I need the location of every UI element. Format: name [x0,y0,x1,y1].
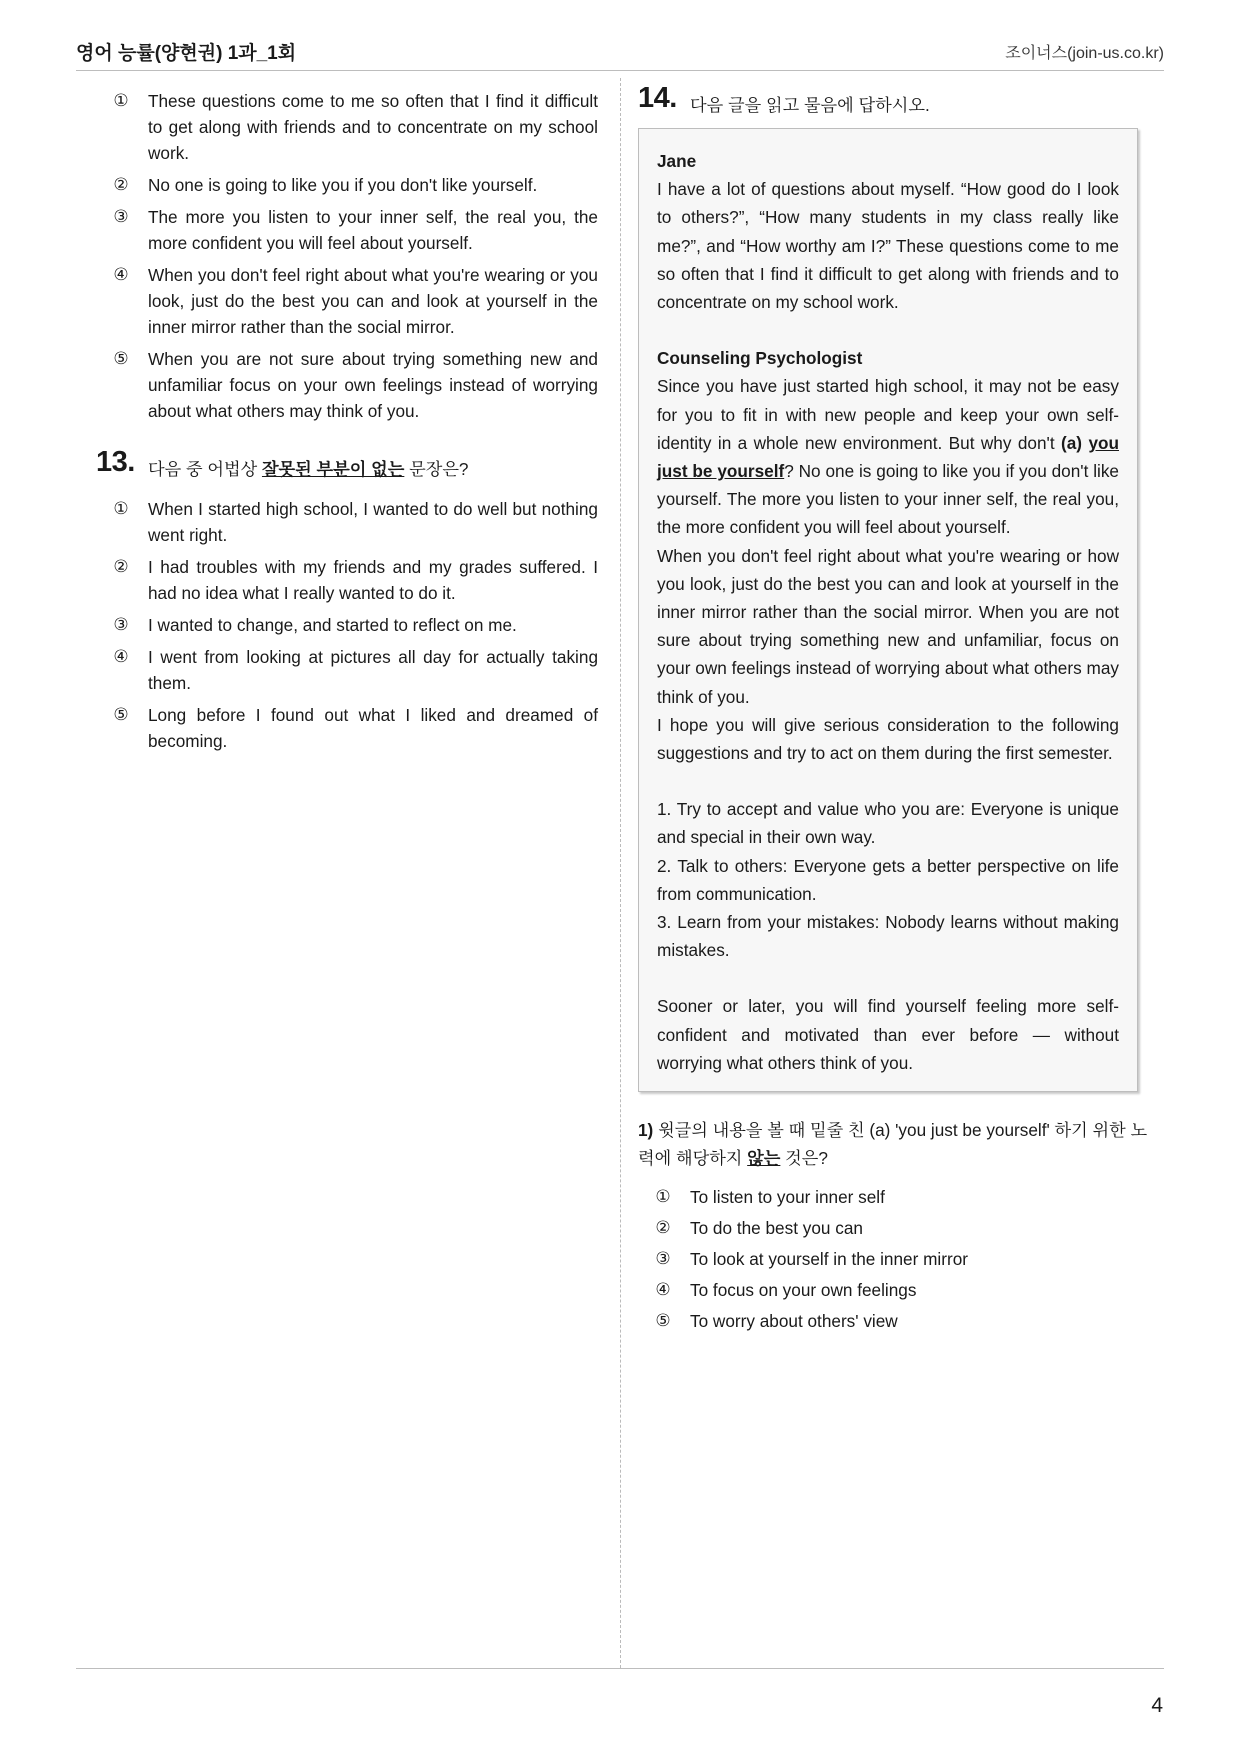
option-number: ③ [655,1249,671,1269]
sub-question-text: 것은? [780,1148,828,1169]
option-number: ③ [113,615,129,634]
passage-paragraph: When you don't feel right about what you're wearing or how you look, just do the best you can and look at yourself in the inner mirror rather than the social mirror. When you are not sure about trying something new and unfamiliar, focus on your own feelings instead of worrying about what others may think of you. [657,545,1119,707]
option-number: ① [113,499,129,518]
target-text: you just be yourself [657,432,1119,482]
question-14-header [638,82,1148,118]
prompt-text: 다음 중 어법상 [148,459,262,479]
q13-options [96,496,598,754]
option-text: To look at yourself in the inner mirror [690,1249,968,1270]
question-prompt: 다음 글을 읽고 물음에 답하시오. [690,95,930,115]
option-item [96,88,598,166]
option-text: These questions come to me so often that I find it difficult to get along with friends and to concentrate on my school work. [148,91,598,163]
sub-question-options [638,1184,1148,1334]
option-number: ⑤ [113,705,129,724]
question-prompt [148,455,469,480]
option-item [96,172,598,198]
passage-paragraph: Sooner or later, you will find yourself feeling more self-confident and motivated than ever before — without worrying what others think of you. [657,996,1119,1073]
option-text: Long before I found out what I liked and dreamed of becoming. [148,705,598,751]
prompt-text: 문장은? [404,459,469,479]
page-number: 4 [1151,1694,1163,1717]
option-item [96,262,598,340]
q12-options [96,88,598,424]
target-label: (a) [1061,432,1089,453]
option-number: ④ [113,265,129,284]
option-text: The more you listen to your inner self, the real you, the more confident you will feel about yourself. [148,207,598,253]
option-item [638,1277,1148,1303]
option-item [638,1246,1148,1272]
page-title: 영어 능률(양현권) 1과_1회 [76,43,297,64]
option-item [96,702,598,754]
option-number: ⑤ [113,349,129,368]
question-number: 13. [96,446,135,478]
option-number: ② [113,175,129,194]
option-number: ④ [113,647,129,666]
page-header [76,36,1164,71]
option-number: ① [113,91,129,110]
option-text: I went from looking at pictures all day for actually taking them. [148,647,598,693]
brand-label: 조이너스(join-us.co.kr) [1005,45,1164,62]
option-item [96,644,598,696]
option-text: To focus on your own feelings [690,1280,917,1301]
passage-text: Since you have just started high school, it may not be easy for you to fit in with new people and keep your own self-identity in a whole new environment. But why don't [657,376,1119,453]
option-text: When I started high school, I wanted to do well but nothing went right. [148,499,598,545]
option-number: ② [113,557,129,576]
option-text: To listen to your inner self [690,1187,885,1208]
question-number: 14. [638,82,677,114]
speaker-name: Counseling Psychologist [657,348,863,369]
option-text: To do the best you can [690,1218,863,1239]
option-item [96,346,598,424]
option-text: When you don't feel right about what you're wearing or you look, just do the best you can and look at yourself in the inner mirror rather than the social mirror. [148,265,598,337]
option-text: I wanted to change, and started to reflect on me. [148,615,517,635]
option-item [96,554,598,606]
suggestion-item: 3. Learn from your mistakes: Nobody learns without making mistakes. [657,912,1119,961]
passage-paragraph: I have a lot of questions about myself. “How good do I look to others?”, “How many students in my class really like me?”, and “How worthy am I?” These questions come to me so often that I find it difficult to get along with friends and to concentrate on my school work. [657,179,1119,313]
reading-passage [638,128,1138,1092]
option-item [638,1215,1148,1241]
suggestion-item: 2. Talk to others: Everyone gets a better perspective on life from communication. [657,855,1119,904]
option-text: To worry about others' view [690,1311,898,1332]
column-divider [620,78,621,1668]
prompt-emphasis: 잘못된 부분이 없는 [261,459,405,479]
sub-question-text: 윗글의 내용을 볼 때 밑줄 친 (a) 'you just be yourself' 하기 위한 노력에 해당하지 [638,1120,1148,1169]
passage-text: ? No one is going to like you if you don't like yourself. The more you listen to your inner self, the real you, the more confident you will feel about yourself. [657,461,1119,538]
option-number: ⑤ [655,1311,671,1331]
option-item [638,1184,1148,1210]
option-number: ② [655,1218,671,1238]
option-text: No one is going to like you if you don't like yourself. [148,175,538,195]
option-number: ③ [113,207,129,226]
option-text: When you are not sure about trying something new and unfamiliar focus on your own feelings instead of worrying about what others may think of you. [148,349,598,421]
footer-divider [76,1668,1164,1669]
question-13-header [96,446,598,482]
option-number: ④ [655,1280,671,1300]
sub-question [638,1116,1148,1172]
option-text: I had troubles with my friends and my grades suffered. I had no idea what I really wanted to do it. [148,557,598,603]
passage-paragraph: I hope you will give serious consideration to the following suggestions and try to act on them during the first semester. [657,714,1119,764]
option-item [96,204,598,256]
suggestion-item: 1. Try to accept and value who you are: Everyone is unique and special in their own way. [657,799,1119,848]
right-column [638,82,1148,1339]
option-number: ① [655,1187,671,1207]
sub-question-emphasis: 않는 [747,1148,781,1169]
option-item [96,496,598,548]
sub-question-number: 1) [638,1120,654,1141]
speaker-name: Jane [657,151,697,171]
option-item [638,1308,1148,1334]
passage-paragraph [657,372,1119,541]
option-item [96,612,598,638]
left-column [96,88,598,760]
